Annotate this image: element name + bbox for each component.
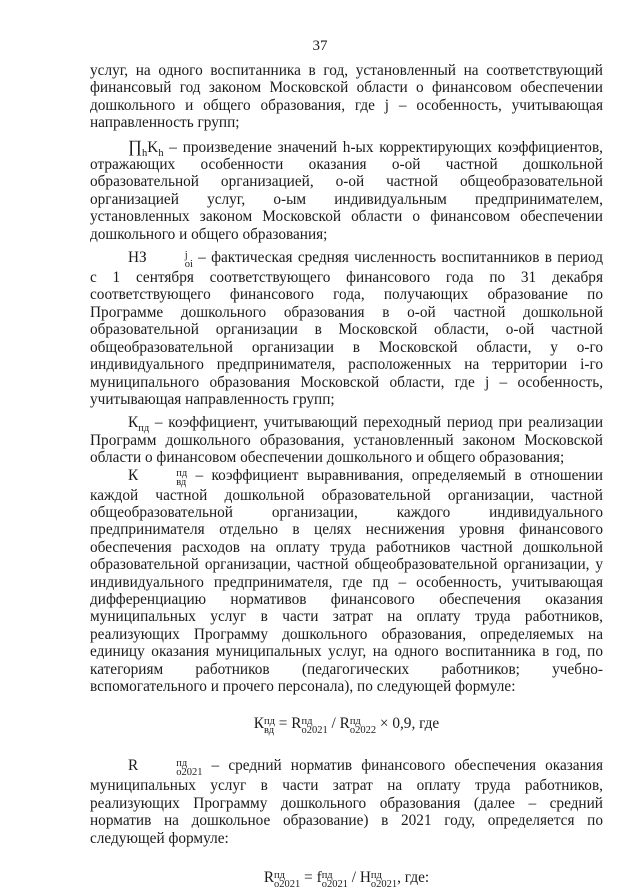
formula2-divide: / bbox=[347, 869, 360, 887]
paragraph-transition-coefficient bbox=[90, 414, 603, 466]
formula2-term2-sub: о2021 bbox=[370, 879, 398, 890]
formula2-lhs: R bbox=[263, 869, 275, 887]
formula2-term1-indices bbox=[322, 871, 348, 889]
formula2-term2: Н bbox=[359, 869, 371, 887]
formula2-equals: = bbox=[300, 869, 317, 887]
paragraph-6-text: – средний норматив финансового обеспечения оказания муниципальных услуг в части затрат на оплату труда работников, реализующих Программу дошкольного образования (далее – средний норматив на дошкольное образование) в 2021 году, определяется по следующей формуле: bbox=[90, 757, 603, 847]
formula1-term2-sup: пд bbox=[349, 716, 361, 728]
formula2-lhs-sub: о2021 bbox=[274, 879, 301, 890]
formula-alignment-coefficient bbox=[90, 715, 603, 735]
product-symbol: ∏ bbox=[128, 136, 142, 156]
pupil-count-superscript: j bbox=[184, 250, 188, 262]
paragraph-average-norm bbox=[90, 757, 603, 847]
formula2-term1-sub: о2021 bbox=[321, 879, 348, 890]
pupil-count-indices bbox=[147, 251, 193, 269]
formula1-lhs-sup: пд bbox=[264, 716, 275, 728]
formula2-term1-sup: пд bbox=[321, 870, 333, 882]
transition-coefficient-symbol: К bbox=[128, 414, 139, 432]
average-norm-symbol: R bbox=[128, 757, 139, 775]
paragraph-4-text: – коэффициент, учитывающий переходный период при реализации Программ дошкольного образования, установленный законом Московской области о финансовом обеспечении дошкольного и общего образования; bbox=[90, 414, 603, 467]
formula2-lhs-sup: пд bbox=[274, 870, 286, 882]
paragraph-3-text: – фактическая средняя численность воспитанников в период с 1 сентября соответствующего финансового года по 31 декабря соответствующего финансового года, получающих образование по Программе дошкольного образования в о-ой частной дошкольной образовательной организации в Московской области, о-ой частной общеобразовательной организации в Московской области, у о-го индивидуального предпринимателя, расположенных на территории i-го муниципального образования Московской области, где j – особенность, учитывающая направленность групп; bbox=[90, 249, 603, 408]
formula1-equals: = bbox=[274, 715, 292, 733]
formula1-lhs: К bbox=[253, 715, 264, 733]
alignment-coefficient-superscript: пд bbox=[176, 467, 188, 479]
formula2-term1: f bbox=[316, 869, 322, 887]
page-number: 37 bbox=[312, 38, 328, 54]
formula1-term2-indices bbox=[350, 717, 376, 735]
formula2-lhs-indices bbox=[274, 871, 300, 889]
product-subscript: h bbox=[142, 147, 148, 159]
average-norm-subscript: о2021 bbox=[176, 767, 203, 779]
average-norm-indices bbox=[138, 759, 202, 777]
formula1-term2: R bbox=[339, 715, 350, 733]
alignment-coefficient-symbol: К bbox=[128, 466, 139, 484]
document-body bbox=[90, 62, 603, 889]
pupil-count-symbol: НЗ bbox=[128, 249, 147, 267]
coefficient-symbol: K bbox=[147, 138, 159, 156]
formula1-lhs-indices bbox=[264, 717, 275, 735]
formula1-term1-indices bbox=[301, 717, 327, 735]
average-norm-superscript: пд bbox=[176, 758, 188, 770]
formula1-term1-sup: пд bbox=[301, 716, 313, 728]
paragraph-2-text: – произведение значений h-ых корректирующих коэффициентов, отражающих особенности оказания о-ой частной дошкольной образовательной организацией, о-ой частной общеобразовательной организацией услуг, о-ым индивидуальным предпринимателем, установленных законом Московской области о финансовом обеспечении дошкольного и общего образования; bbox=[90, 138, 603, 243]
formula1-tail: × 0,9, где bbox=[376, 715, 440, 733]
paragraph-alignment-coefficient bbox=[90, 467, 603, 696]
formula2-term2-sup: пд bbox=[370, 870, 382, 882]
paragraph-product-coefficients bbox=[90, 138, 603, 243]
alignment-coefficient-subscript: вд bbox=[176, 476, 187, 488]
transition-coefficient-subscript: пд bbox=[138, 423, 150, 435]
formula1-term1: R bbox=[291, 715, 302, 733]
alignment-coefficient-indices bbox=[138, 469, 187, 487]
formula-average-norm bbox=[90, 869, 603, 889]
formula1-lhs-sub: вд bbox=[264, 725, 275, 737]
formula1-term1-sub: о2021 bbox=[301, 725, 328, 737]
paragraph-5-text: – коэффициент выравнивания, определяемый в отношении каждой частной дошкольной образовательной организации, частной общеобразовательной организации, каждого индивидуального предпринимателя отдельно в целях неснижения уровня финансового обеспечения расходов на оплату труда работников частной дошкольной образовательной организации, частной общеобразовательной организации, у индивидуального предпринимателя, где пд – особенность, учитывающая дифференциацию нормативов финансового обеспечения оказания муниципальных услуг в части затрат на оплату труда работников, реализующих Программу дошкольного образования, определяемых на единицу оказания муниципальных услуг, на одного воспитанника в год, по категориям работников (педагогических работников; учебно-вспомогательного и прочего персонала), по следующей формуле: bbox=[90, 466, 603, 695]
coefficient-subscript: h bbox=[158, 147, 164, 159]
formula1-term2-sub: о2022 bbox=[349, 725, 377, 737]
paragraph-1: услуг, на одного воспитанника в год, установленный на соответствующий финансовый год законом Московской области о финансовом обеспечении дошкольного и общего образования, где j – особенность, учитывающая направленность групп; bbox=[90, 62, 603, 132]
formula2-term2-indices bbox=[371, 871, 397, 889]
formula2-tail: , где: bbox=[397, 869, 430, 887]
pupil-count-subscript: oi bbox=[184, 259, 193, 271]
paragraph-pupil-count bbox=[90, 249, 603, 408]
formula1-divide: / bbox=[327, 715, 340, 733]
